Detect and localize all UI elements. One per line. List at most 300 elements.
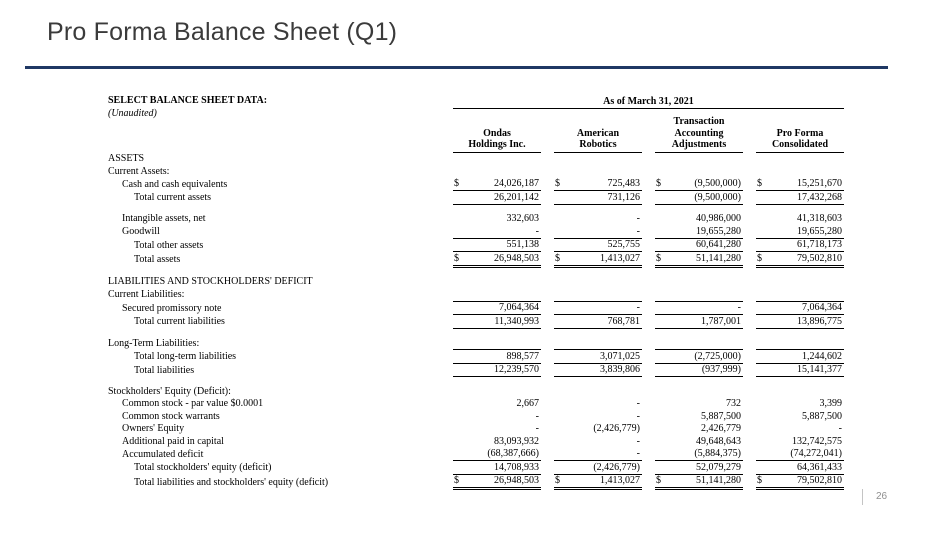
- cell-value: [756, 385, 844, 398]
- row-label: Total stockholders' equity (deficit): [134, 462, 272, 473]
- cell-value: [655, 350, 743, 364]
- cell-number: 51,141,280: [696, 252, 741, 264]
- column-gap: [541, 213, 554, 226]
- column-gap: [440, 238, 453, 252]
- column-gap: [642, 252, 655, 267]
- column-gap: [440, 423, 453, 436]
- cell-value: [554, 301, 642, 315]
- column-gap: [642, 178, 655, 191]
- column-gap: [440, 385, 453, 398]
- cell-value: [554, 423, 642, 436]
- column-gap: [642, 410, 655, 423]
- dollar-sign: $: [656, 252, 661, 264]
- cell-number: 49,648,643: [696, 435, 741, 447]
- cell-number: 15,141,377: [797, 364, 842, 375]
- cell-value: [554, 178, 642, 191]
- column-gap: [642, 398, 655, 411]
- column-gap: [541, 461, 554, 475]
- column-gap: [743, 398, 756, 411]
- cell-number: -: [535, 410, 539, 422]
- column-header: Pro Forma Consolidated: [756, 108, 844, 152]
- cell-number: (2,426,779): [593, 423, 640, 434]
- column-gap: [440, 337, 453, 350]
- cell-value: [756, 225, 844, 238]
- cell-number: 26,948,503: [494, 475, 539, 486]
- row-label: Secured promissory note: [122, 302, 222, 314]
- cell-value: [655, 191, 743, 205]
- cell-value: [756, 448, 844, 461]
- cell-value: [554, 350, 642, 364]
- column-gap: [541, 410, 554, 423]
- cell-value: [756, 398, 844, 411]
- cell-value: [655, 288, 743, 301]
- column-gap: [743, 410, 756, 423]
- column-gap: [642, 276, 655, 289]
- cell-value: [655, 213, 743, 226]
- cell-number: -: [636, 448, 640, 459]
- table-row: [108, 178, 844, 191]
- column-header: Transaction Accounting Adjustments: [655, 108, 743, 152]
- table-title: SELECT BALANCE SHEET DATA:: [108, 95, 268, 106]
- cell-number: -: [535, 423, 539, 434]
- column-gap: [743, 178, 756, 191]
- cell-number: 725,483: [607, 178, 640, 189]
- spacer-row: [108, 328, 844, 337]
- cell-value: [453, 474, 541, 489]
- row-label: Total liabilities: [134, 364, 195, 376]
- cell-value: [453, 337, 541, 350]
- cell-number: 79,502,810: [797, 252, 842, 264]
- cell-value: [453, 423, 541, 436]
- cell-number: 525,755: [607, 239, 640, 250]
- cell-number: -: [838, 423, 842, 434]
- column-gap: [743, 213, 756, 226]
- page-title: Pro Forma Balance Sheet (Q1): [47, 18, 398, 46]
- column-gap: [743, 108, 756, 152]
- cell-number: (68,387,666): [487, 448, 539, 459]
- column-gap: [541, 337, 554, 350]
- cell-value: [554, 152, 642, 165]
- column-gap: [541, 363, 554, 377]
- cell-value: [453, 301, 541, 315]
- cell-value: [554, 288, 642, 301]
- column-gap: [541, 398, 554, 411]
- cell-number: 40,986,000: [696, 213, 741, 224]
- spacer-row: [108, 204, 844, 213]
- row-label: Stockholders' Equity (Deficit):: [108, 385, 231, 397]
- cell-value: [554, 165, 642, 178]
- cell-value: [756, 301, 844, 315]
- cell-value: [554, 398, 642, 411]
- column-gap: [440, 252, 453, 267]
- balance-sheet-table: [108, 95, 844, 490]
- cell-number: (937,999): [701, 364, 741, 375]
- column-gap: [440, 410, 453, 423]
- cell-value: [453, 276, 541, 289]
- table-row: [108, 350, 844, 364]
- cell-value: [453, 385, 541, 398]
- cell-number: (2,426,779): [593, 461, 640, 473]
- cell-value: [756, 423, 844, 436]
- cell-number: 26,948,503: [494, 252, 539, 264]
- table-row: [108, 276, 844, 289]
- cell-number: 14,708,933: [494, 461, 539, 473]
- column-gap: [440, 178, 453, 191]
- column-gap: [440, 474, 453, 489]
- column-gap: [440, 276, 453, 289]
- cell-value: [655, 448, 743, 461]
- table-row: [108, 238, 844, 252]
- cell-number: 7,064,364: [499, 302, 539, 313]
- cell-value: [453, 152, 541, 165]
- dollar-sign: $: [555, 252, 560, 264]
- date-header: As of March 31, 2021: [453, 95, 844, 108]
- table-row: [108, 213, 844, 226]
- cell-value: [756, 461, 844, 475]
- table-row: [108, 398, 844, 411]
- cell-value: [453, 225, 541, 238]
- balance-sheet-grid: [108, 95, 844, 490]
- cell-number: 7,064,364: [802, 302, 842, 313]
- column-gap: [642, 191, 655, 205]
- cell-number: 551,138: [506, 239, 539, 250]
- cell-value: [756, 213, 844, 226]
- dollar-sign: $: [757, 178, 762, 189]
- cell-value: [756, 165, 844, 178]
- column-gap: [440, 315, 453, 329]
- row-label: Cash and cash equivalents: [122, 178, 228, 190]
- cell-number: 17,432,268: [797, 191, 842, 203]
- row-label: Accumulated deficit: [122, 448, 204, 460]
- cell-value: [554, 337, 642, 350]
- table-row: [108, 410, 844, 423]
- cell-value: [655, 363, 743, 377]
- column-gap: [743, 350, 756, 364]
- cell-number: 13,896,775: [797, 315, 842, 327]
- column-gap: [541, 301, 554, 315]
- column-gap: [642, 363, 655, 377]
- cell-number: 83,093,932: [494, 435, 539, 447]
- row-label: ASSETS: [108, 153, 145, 164]
- column-gap: [743, 435, 756, 448]
- column-gap: [642, 337, 655, 350]
- cell-number: 60,641,280: [696, 239, 741, 250]
- cell-number: 2,426,779: [701, 423, 741, 434]
- cell-value: [453, 398, 541, 411]
- cell-value: [453, 238, 541, 252]
- cell-value: [655, 225, 743, 238]
- column-gap: [440, 225, 453, 238]
- row-label: Current Assets:: [108, 165, 170, 177]
- cell-value: [453, 448, 541, 461]
- cell-value: [554, 252, 642, 267]
- column-gap: [642, 152, 655, 165]
- row-label: Total current liabilities: [134, 316, 225, 327]
- dollar-sign: $: [757, 475, 762, 486]
- column-gap: [642, 474, 655, 489]
- cell-number: 41,318,603: [797, 213, 842, 224]
- cell-value: [655, 474, 743, 489]
- column-gap: [743, 301, 756, 315]
- column-gap: [440, 152, 453, 165]
- cell-number: 15,251,670: [797, 178, 842, 189]
- table-row: [108, 461, 844, 475]
- row-label: Goodwill: [122, 226, 160, 237]
- cell-value: [453, 435, 541, 448]
- cell-number: -: [535, 225, 539, 237]
- cell-value: [554, 448, 642, 461]
- column-gap: [541, 315, 554, 329]
- column-gap: [743, 288, 756, 301]
- column-gap: [541, 474, 554, 489]
- spacer-row: [108, 377, 844, 386]
- cell-number: 24,026,187: [494, 178, 539, 189]
- column-gap: [541, 165, 554, 178]
- table-row: [108, 225, 844, 238]
- cell-value: [655, 152, 743, 165]
- title-divider-rule: [25, 66, 888, 69]
- cell-value: [756, 315, 844, 329]
- table-row: [108, 448, 844, 461]
- row-label: Additional paid in capital: [122, 435, 224, 447]
- cell-number: 132,742,575: [792, 435, 842, 447]
- cell-number: 1,413,027: [600, 475, 640, 486]
- cell-value: [756, 191, 844, 205]
- cell-value: [655, 178, 743, 191]
- cell-number: -: [636, 398, 640, 409]
- table-row: [108, 152, 844, 165]
- cell-value: [554, 191, 642, 205]
- cell-value: [756, 276, 844, 289]
- cell-value: [554, 461, 642, 475]
- column-gap: [743, 191, 756, 205]
- cell-value: [756, 474, 844, 489]
- column-gap: [541, 288, 554, 301]
- column-gap: [743, 461, 756, 475]
- cell-number: -: [636, 302, 640, 313]
- dollar-sign: $: [454, 252, 459, 264]
- column-gap: [642, 225, 655, 238]
- page-number: 26: [876, 491, 888, 502]
- cell-value: [655, 385, 743, 398]
- table-row: [108, 288, 844, 301]
- cell-number: 898,577: [506, 350, 539, 362]
- row-label: Intangible assets, net: [122, 213, 206, 224]
- row-label: Total liabilities and stockholders' equity (deficit): [134, 476, 329, 488]
- cell-value: [756, 238, 844, 252]
- cell-value: [453, 350, 541, 364]
- cell-number: 3,839,806: [600, 364, 640, 375]
- column-gap: [743, 337, 756, 350]
- cell-value: [655, 410, 743, 423]
- cell-value: [756, 152, 844, 165]
- dollar-sign: $: [757, 252, 762, 264]
- cell-value: [453, 410, 541, 423]
- cell-value: [756, 252, 844, 267]
- row-label: Total long-term liabilities: [134, 351, 237, 362]
- column-header-row: [108, 108, 844, 152]
- column-gap: [541, 191, 554, 205]
- column-gap: [541, 108, 554, 152]
- cell-value: [554, 385, 642, 398]
- column-gap: [743, 423, 756, 436]
- column-gap: [642, 423, 655, 436]
- column-gap: [642, 350, 655, 364]
- cell-value: [655, 315, 743, 329]
- dollar-sign: $: [656, 178, 661, 189]
- cell-value: [554, 474, 642, 489]
- column-header: American Robotics: [554, 108, 642, 152]
- table-row: [108, 474, 844, 489]
- table-row: [108, 385, 844, 398]
- column-gap: [642, 213, 655, 226]
- row-label: Total assets: [134, 254, 181, 265]
- cell-number: 61,718,173: [797, 239, 842, 250]
- cell-number: -: [636, 435, 640, 447]
- column-gap: [642, 385, 655, 398]
- cell-number: 1,787,001: [701, 315, 741, 327]
- cell-number: -: [737, 302, 741, 313]
- column-gap: [642, 461, 655, 475]
- cell-number: 1,413,027: [600, 252, 640, 264]
- cell-value: [756, 410, 844, 423]
- dollar-sign: $: [454, 475, 459, 486]
- cell-value: [453, 178, 541, 191]
- cell-number: 11,340,993: [494, 315, 539, 327]
- table-row: [108, 315, 844, 329]
- table-body: [108, 152, 844, 489]
- cell-value: [554, 238, 642, 252]
- column-gap: [642, 448, 655, 461]
- cell-number: 5,887,500: [701, 410, 741, 422]
- cell-value: [453, 213, 541, 226]
- table-row: [108, 191, 844, 205]
- column-gap: [541, 238, 554, 252]
- cell-value: [756, 288, 844, 301]
- column-gap: [642, 238, 655, 252]
- cell-number: 64,361,433: [797, 461, 842, 473]
- table-row: [108, 435, 844, 448]
- cell-value: [655, 165, 743, 178]
- cell-value: [655, 398, 743, 411]
- column-gap: [743, 252, 756, 267]
- column-gap: [743, 448, 756, 461]
- row-label: Common stock - par value $0.0001: [122, 398, 264, 409]
- cell-value: [655, 301, 743, 315]
- cell-number: 79,502,810: [797, 475, 842, 486]
- cell-number: 731,126: [607, 191, 640, 203]
- cell-number: 1,244,602: [802, 350, 842, 362]
- cell-number: (9,500,000): [694, 191, 741, 203]
- spacer-cell: [108, 266, 844, 276]
- cell-number: 26,201,142: [494, 191, 539, 203]
- column-gap: [440, 448, 453, 461]
- column-gap: [743, 385, 756, 398]
- column-gap: [440, 95, 453, 108]
- cell-value: [453, 191, 541, 205]
- row-label: Total other assets: [134, 239, 204, 251]
- cell-value: [554, 213, 642, 226]
- table-row: [108, 423, 844, 436]
- cell-value: [554, 225, 642, 238]
- cell-value: [756, 363, 844, 377]
- column-gap: [642, 288, 655, 301]
- table-row: [108, 363, 844, 377]
- cell-number: (74,272,041): [790, 448, 842, 459]
- dollar-sign: $: [656, 475, 661, 486]
- table-subtitle: (Unaudited): [108, 108, 157, 119]
- cell-value: [453, 165, 541, 178]
- column-gap: [541, 435, 554, 448]
- cell-number: 3,399: [819, 398, 842, 409]
- column-gap: [541, 178, 554, 191]
- cell-value: [756, 350, 844, 364]
- cell-number: (2,725,000): [694, 350, 741, 362]
- column-gap: [743, 474, 756, 489]
- row-label: Current Liabilities:: [108, 289, 185, 300]
- cell-number: 332,603: [506, 213, 539, 224]
- column-header: Ondas Holdings Inc.: [453, 108, 541, 152]
- dollar-sign: $: [454, 178, 459, 189]
- cell-value: [453, 315, 541, 329]
- cell-value: [554, 315, 642, 329]
- row-label: LIABILITIES AND STOCKHOLDERS' DEFICIT: [108, 276, 313, 287]
- column-gap: [440, 108, 453, 152]
- column-gap: [541, 423, 554, 436]
- spacer-cell: [108, 204, 844, 213]
- column-gap: [440, 363, 453, 377]
- column-gap: [743, 152, 756, 165]
- footer-divider: [862, 489, 863, 505]
- column-gap: [642, 315, 655, 329]
- spacer-row: [108, 266, 844, 276]
- spacer-cell: [108, 328, 844, 337]
- cell-number: 51,141,280: [696, 475, 741, 486]
- column-gap: [541, 252, 554, 267]
- column-gap: [743, 225, 756, 238]
- column-gap: [440, 435, 453, 448]
- column-gap: [642, 108, 655, 152]
- cell-value: [554, 435, 642, 448]
- cell-value: [655, 423, 743, 436]
- column-gap: [642, 301, 655, 315]
- cell-number: 3,071,025: [600, 350, 640, 362]
- cell-number: 768,781: [607, 315, 640, 327]
- column-gap: [440, 165, 453, 178]
- dollar-sign: $: [555, 178, 560, 189]
- row-label: Common stock warrants: [122, 410, 220, 422]
- cell-number: -: [636, 410, 640, 422]
- cell-value: [655, 276, 743, 289]
- cell-number: 19,655,280: [797, 225, 842, 237]
- cell-value: [756, 178, 844, 191]
- column-gap: [541, 225, 554, 238]
- cell-value: [655, 252, 743, 267]
- cell-number: 5,887,500: [802, 410, 842, 422]
- cell-value: [453, 461, 541, 475]
- cell-number: 52,079,279: [696, 461, 741, 473]
- column-gap: [440, 301, 453, 315]
- date-header-row: [108, 95, 844, 108]
- cell-value: [655, 435, 743, 448]
- row-label: Total current assets: [134, 192, 212, 203]
- column-gap: [541, 276, 554, 289]
- cell-value: [655, 461, 743, 475]
- cell-value: [453, 363, 541, 377]
- cell-number: 732: [726, 398, 741, 409]
- spacer-cell: [108, 377, 844, 386]
- cell-value: [756, 337, 844, 350]
